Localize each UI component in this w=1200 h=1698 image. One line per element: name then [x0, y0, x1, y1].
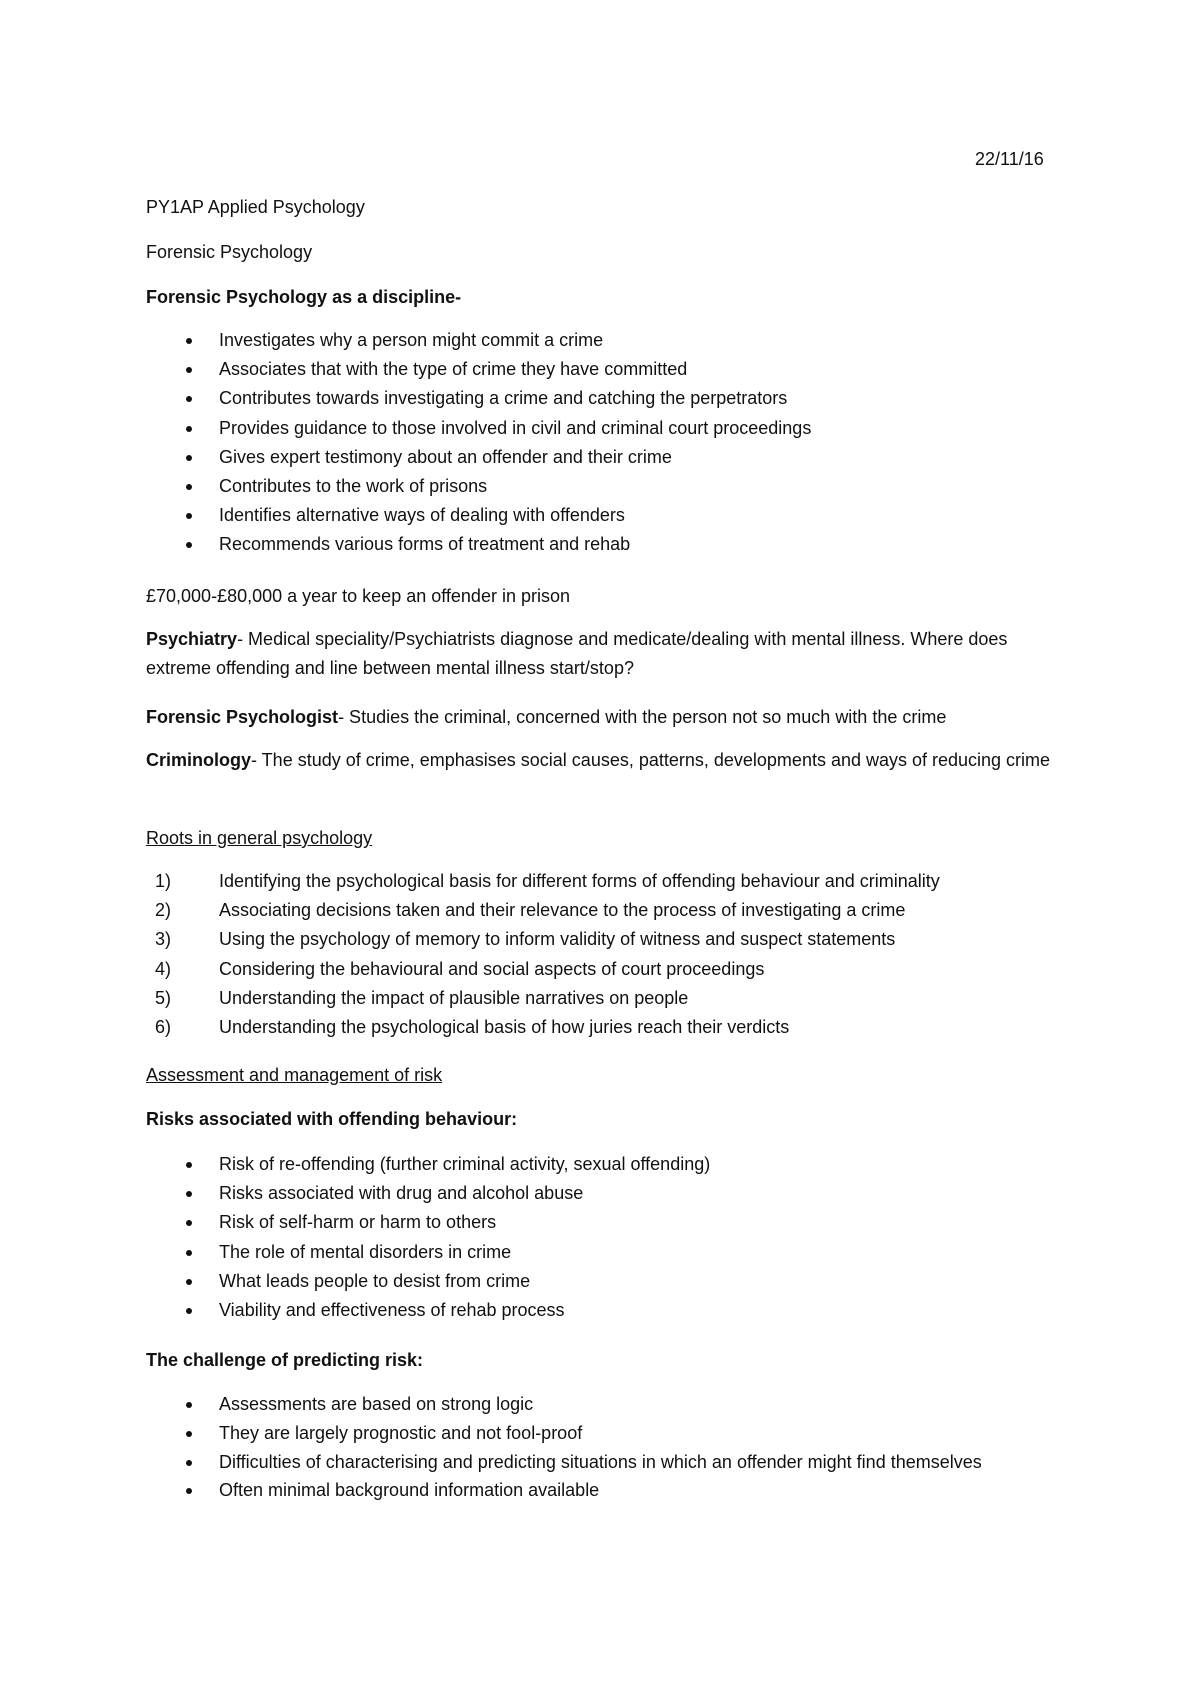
list-text: Associating decisions taken and their relevance to the process of investigating a crime: [219, 900, 906, 921]
risks-heading: Risks associated with offending behaviour:: [146, 1109, 518, 1129]
list-item: Identifies alternative ways of dealing with offenders: [146, 501, 1086, 530]
list-number: 5): [155, 987, 172, 1008]
list-item: Risks associated with drug and alcohol abuse: [146, 1179, 1086, 1208]
list-text: Identifying the psychological basis for different forms of offending behaviour and criminality: [219, 871, 940, 891]
list-item: [146, 867, 1086, 896]
list-item: Contributes towards investigating a crime and catching the perpetrators: [146, 384, 1086, 413]
psychiatry-text: - Medical speciality/Psychiatrists diagnose and medicate/dealing with mental illness. Where does extreme offending and line between mental illness start/stop?: [146, 629, 1008, 678]
list-number: 3): [155, 929, 172, 950]
module-title: PY1AP Applied Psychology: [146, 197, 365, 217]
list-item: Contributes to the work of prisons: [146, 472, 1086, 501]
list-item: They are largely prognostic and not fool-proof: [146, 1419, 1086, 1448]
risks-list: [146, 1150, 1086, 1325]
challenge-list: [146, 1390, 1086, 1506]
list-number: 6): [155, 1017, 172, 1038]
psychiatry-definition: [146, 625, 1076, 683]
roots-heading: Roots in general psychology: [146, 828, 373, 848]
forensic-definition: [146, 706, 946, 728]
criminology-text: - The study of crime, emphasises social causes, patterns, developments and ways of reducing crime: [251, 750, 1051, 770]
document-page: [146, 0, 1086, 1698]
list-text: Considering the behavioural and social aspects of court proceedings: [219, 958, 765, 979]
cost-line: £70,000-£80,000 a year to keep an offender in prison: [146, 586, 570, 606]
list-text: Using the psychology of memory to inform validity of witness and suspect statements: [219, 929, 896, 950]
challenge-heading: The challenge of predicting risk:: [146, 1350, 424, 1370]
list-number: 4): [155, 958, 172, 979]
discipline-heading-bold: Forensic Psychology: [146, 287, 328, 307]
assessment-heading: Assessment and management of risk: [146, 1065, 443, 1085]
list-item: Often minimal background information available: [146, 1476, 1086, 1505]
psychiatry-term: Psychiatry: [146, 629, 238, 649]
list-item: Provides guidance to those involved in civil and criminal court proceedings: [146, 414, 1086, 443]
list-item: Difficulties of characterising and predicting situations in which an offender might find themselves: [146, 1448, 1019, 1476]
list-number: 1): [155, 871, 172, 891]
list-item: Associates that with the type of crime they have committed: [146, 355, 1086, 384]
list-item: Recommends various forms of treatment and rehab: [146, 530, 1086, 559]
list-item: Risk of self-harm or harm to others: [146, 1208, 1086, 1237]
discipline-heading-rest: as a discipline-: [327, 287, 462, 307]
list-item: [146, 925, 1086, 954]
topic-title: Forensic Psychology: [146, 242, 313, 262]
list-text: Understanding the impact of plausible narratives on people: [219, 987, 689, 1008]
list-item: [146, 896, 1086, 925]
list-text: Understanding the psychological basis of how juries reach their verdicts: [219, 1017, 790, 1038]
list-item: Assessments are based on strong logic: [146, 1390, 1086, 1419]
forensic-text: - Studies the criminal, concerned with the person not so much with the crime: [338, 707, 947, 727]
list-item: [146, 955, 1086, 984]
list-item: Investigates why a person might commit a crime: [146, 326, 1086, 355]
roots-list: [146, 867, 1086, 1042]
list-number: 2): [155, 900, 172, 921]
criminology-term: Criminology: [146, 750, 252, 770]
list-item: Gives expert testimony about an offender and their crime: [146, 443, 1086, 472]
list-item: Viability and effectiveness of rehab process: [146, 1296, 1086, 1325]
discipline-heading: [146, 286, 461, 308]
criminology-definition: [146, 746, 1076, 775]
list-item: What leads people to desist from crime: [146, 1267, 1086, 1296]
list-item: The role of mental disorders in crime: [146, 1238, 1086, 1267]
list-item: [146, 1013, 1086, 1042]
list-item: [146, 984, 1086, 1013]
document-date: 22/11/16: [975, 149, 1044, 169]
discipline-list: [146, 326, 1086, 560]
list-item: Risk of re-offending (further criminal activity, sexual offending): [146, 1150, 1086, 1179]
forensic-term: Forensic Psychologist: [146, 707, 339, 727]
